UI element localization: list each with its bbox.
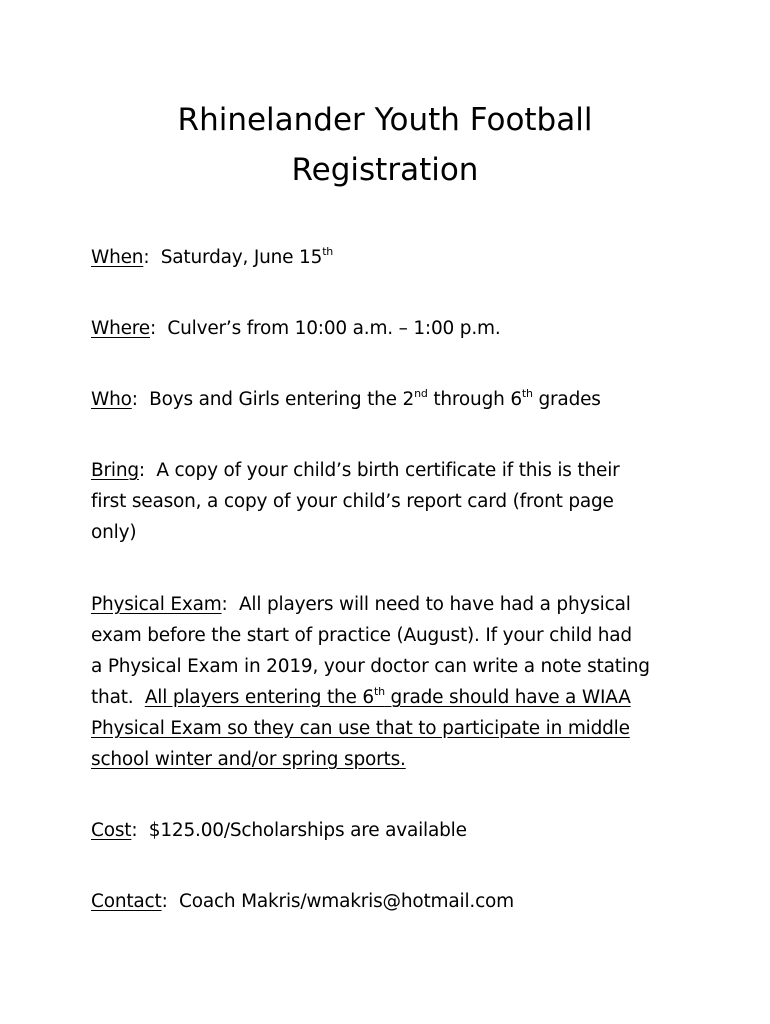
- who-text-3: grades: [532, 389, 601, 410]
- contact-line: Contact: Coach Makris/wmakris@hotmail.com: [91, 891, 514, 912]
- contact-value: Coach Makris/wmakris@hotmail.com: [178, 891, 514, 912]
- physical-line-4-underlined: [145, 687, 631, 708]
- bring-text-1: A copy of your child’s birth certificate if this is their: [156, 460, 620, 481]
- bring-line-2: first season, a copy of your child’s report card (front page: [91, 491, 614, 512]
- contact-label: Contact: [91, 891, 162, 912]
- who-text-1: Boys and Girls entering the 2: [149, 389, 415, 410]
- bring-line-1: Bring: A copy of your child’s birth certificate if this is their: [91, 460, 620, 481]
- who-label: Who: [91, 389, 132, 410]
- page-title-line-2: Registration: [291, 152, 479, 188]
- where-line: Where: Culver’s from 10:00 a.m. – 1:00 p.m.: [91, 318, 501, 339]
- physical-line-4-part-1: All players entering the 6: [144, 687, 374, 708]
- physical-line-4-part-2: grade should have a WIAA: [384, 687, 631, 708]
- physical-line-1: Physical Exam: All players will need to have had a physical: [91, 594, 631, 615]
- physical-text-1: All players will need to have had a physical: [238, 594, 631, 615]
- where-value: Culver’s from 10:00 a.m. – 1:00 p.m.: [167, 318, 501, 339]
- who-sup-1: nd: [414, 387, 428, 400]
- cost-label: Cost: [91, 820, 132, 841]
- physical-line-5: Physical Exam so they can use that to participate in middle: [91, 718, 630, 739]
- page-title-line-1: Rhinelander Youth Football: [177, 102, 593, 138]
- physical-label: Physical Exam: [91, 594, 222, 615]
- cost-line: Cost: $125.00/Scholarships are available: [91, 820, 467, 841]
- when-suffix: th: [322, 245, 334, 258]
- physical-line-4-sup: th: [373, 685, 385, 698]
- who-text-2: through 6: [427, 389, 522, 410]
- physical-line-2: exam before the start of practice (August). If your child had: [91, 625, 632, 646]
- physical-line-4: [91, 686, 631, 710]
- when-line: When: Saturday, June 15th: [91, 245, 334, 268]
- when-value: Saturday, June 15: [160, 247, 323, 268]
- physical-line-3: a Physical Exam in 2019, your doctor can write a note stating: [91, 656, 650, 677]
- when-label: When: [91, 247, 144, 268]
- cost-value: $125.00/Scholarships are available: [148, 820, 467, 841]
- physical-line-4-plain: that.: [91, 687, 145, 708]
- bring-line-3: only): [91, 522, 137, 543]
- physical-line-6: school winter and/or spring sports.: [91, 749, 406, 770]
- who-sup-2: th: [521, 387, 533, 400]
- where-label: Where: [91, 318, 150, 339]
- bring-label: Bring: [91, 460, 139, 481]
- who-line: Who: Boys and Girls entering the 2nd through 6th grades: [91, 387, 601, 410]
